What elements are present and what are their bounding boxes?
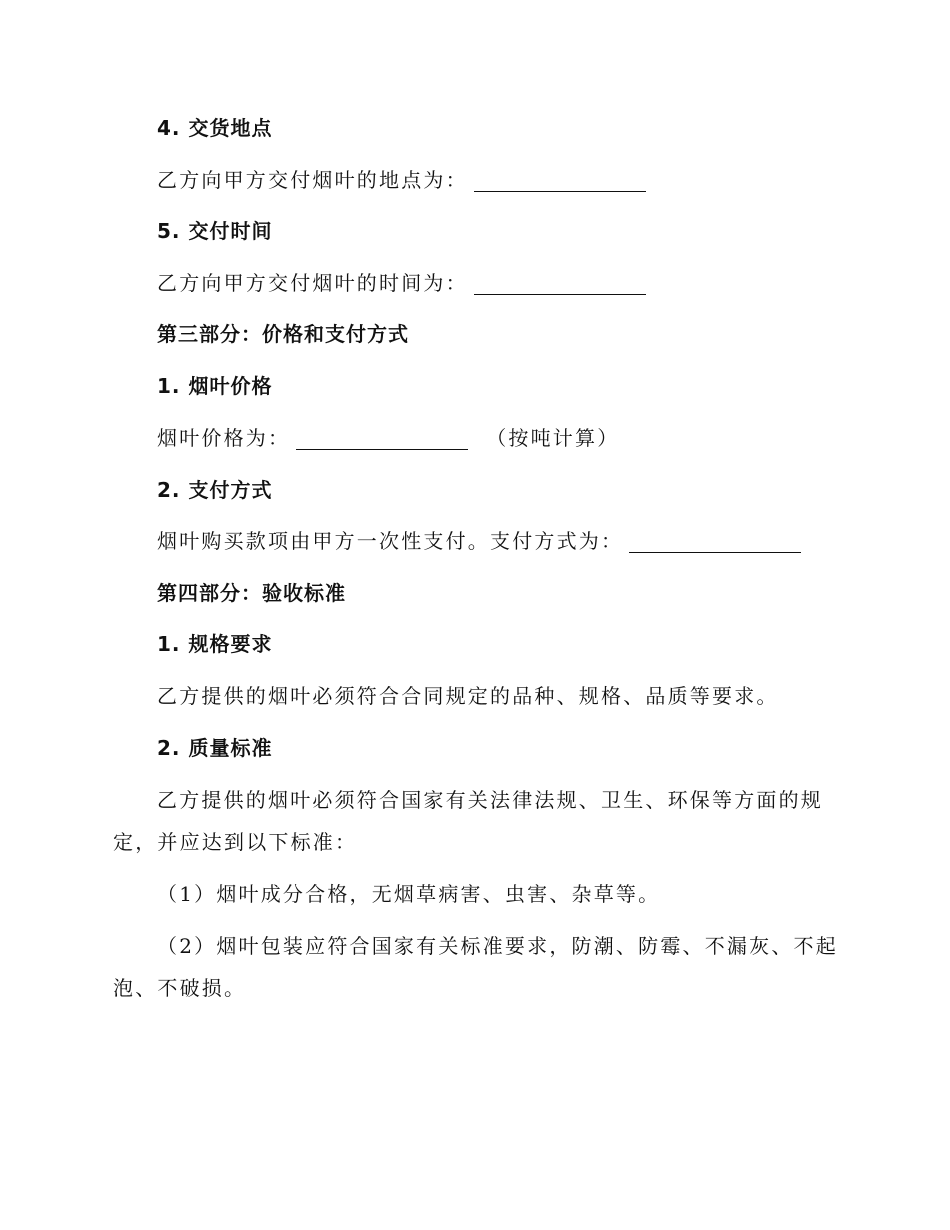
heading-part3: 第三部分：价格和支付方式	[157, 322, 409, 346]
quality-paragraph-line1: 乙方提供的烟叶必须符合国家有关法律法规、卫生、环保等方面的规	[157, 788, 823, 812]
delivery-time-line	[157, 269, 646, 297]
payment-method-text: 烟叶购买款项由甲方一次性支付。支付方式为：	[157, 529, 624, 553]
tobacco-price-suffix: （按吨计算）	[486, 426, 620, 450]
quality-item-1: （1）烟叶成分合格，无烟草病害、虫害、杂草等。	[157, 882, 661, 906]
spec-requirements-text: 乙方提供的烟叶必须符合合同规定的品种、规格、品质等要求。	[157, 684, 779, 708]
heading-part4: 第四部分：验收标准	[157, 581, 346, 605]
payment-method-blank	[629, 530, 801, 553]
tobacco-price-line	[157, 424, 619, 452]
heading-delivery-time: 5. 交付时间	[157, 219, 273, 243]
delivery-time-blank	[474, 272, 646, 295]
heading-quality-standard: 2. 质量标准	[157, 736, 273, 760]
heading-delivery-place: 4. 交货地点	[157, 116, 273, 140]
heading-payment-method: 2. 支付方式	[157, 478, 273, 502]
quality-paragraph-line2: 定，并应达到以下标准：	[113, 830, 358, 854]
delivery-place-text: 乙方向甲方交付烟叶的地点为：	[157, 168, 468, 192]
delivery-place-line	[157, 166, 646, 194]
quality-item-2-line2: 泡、不破损。	[113, 976, 247, 1000]
tobacco-price-blank	[296, 427, 468, 450]
tobacco-price-text: 烟叶价格为：	[157, 426, 291, 450]
delivery-time-text: 乙方向甲方交付烟叶的时间为：	[157, 271, 468, 295]
heading-spec-requirements: 1. 规格要求	[157, 632, 273, 656]
quality-item-2-line1: （2）烟叶包装应符合国家有关标准要求，防潮、防霉、不漏灰、不起	[157, 934, 838, 958]
heading-tobacco-price: 1. 烟叶价格	[157, 374, 273, 398]
payment-method-line	[157, 527, 801, 555]
delivery-place-blank	[474, 169, 646, 192]
